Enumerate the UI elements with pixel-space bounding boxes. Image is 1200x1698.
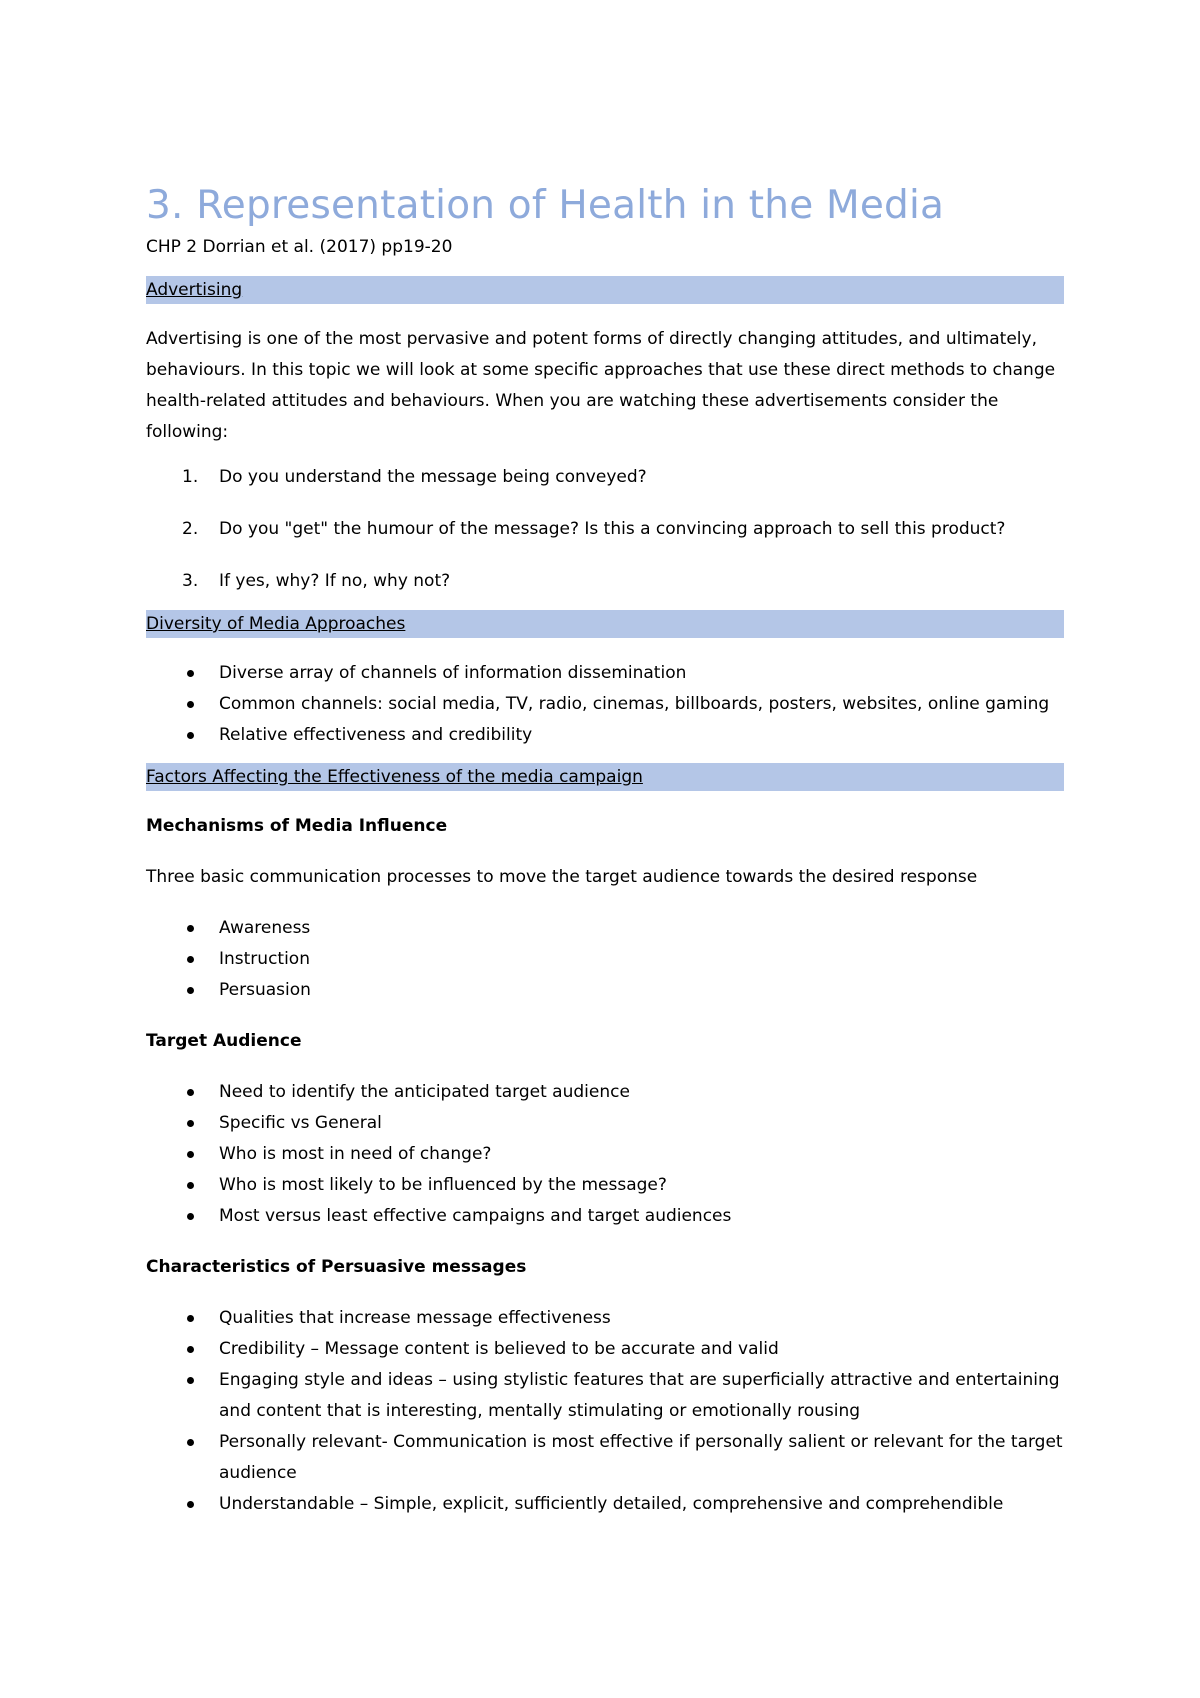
- list-item-text: Diverse array of channels of information dissemination: [219, 663, 687, 683]
- list-item-text: Understandable – Simple, explicit, sufficiently detailed, comprehensive and comprehendible: [219, 1494, 1004, 1514]
- bullet-icon: [187, 1120, 194, 1127]
- document-content: [146, 178, 1064, 1520]
- characteristics-heading: Characteristics of Persuasive messages: [146, 1257, 527, 1277]
- list-item: [146, 1303, 1064, 1334]
- list-item: [146, 975, 1064, 1006]
- list-item-text: Personally relevant- Communication is most effective if personally salient or relevant for the target audience: [219, 1432, 1063, 1483]
- page-subtitle: CHP 2 Dorrian et al. (2017) pp19-20: [146, 237, 453, 257]
- section-heading-text: Factors Affecting the Effectiveness of the media campaign: [146, 767, 643, 787]
- section-heading-text: Advertising: [146, 280, 243, 300]
- list-item: [146, 1077, 1064, 1108]
- list-item: [146, 1201, 1064, 1232]
- mechanisms-heading: Mechanisms of Media Influence: [146, 816, 448, 836]
- bullet-icon: [187, 1439, 194, 1446]
- audience-heading: Target Audience: [146, 1031, 302, 1051]
- section-heading-advertising: [146, 276, 1064, 304]
- list-item: [146, 1365, 1064, 1427]
- list-item: [146, 566, 1064, 597]
- list-item: [146, 913, 1064, 944]
- bullet-icon: [187, 670, 194, 677]
- bullet-icon: [187, 987, 194, 994]
- section-heading-text: Diversity of Media Approaches: [146, 614, 406, 634]
- list-number: 3.: [182, 571, 199, 591]
- list-item-text: Do you "get" the humour of the message? Is this a convincing approach to sell this product?: [219, 519, 1006, 539]
- list-item: [146, 1139, 1064, 1170]
- list-number: 2.: [182, 519, 199, 539]
- list-item-text: Engaging style and ideas – using stylistic features that are superficially attractive and entertaining and content that is interesting, mentally stimulating or emotionally rousing: [219, 1370, 1060, 1421]
- list-item: [146, 944, 1064, 975]
- advertising-paragraph: Advertising is one of the most pervasive and potent forms of directly changing attitudes, and ultimately, behaviours. In this topic we will look at some specific approaches that use these direct methods to change health-related attitudes and behaviours. When you are watching these advertisements consider the following:: [146, 329, 1056, 442]
- bullet-icon: [187, 1182, 194, 1189]
- mechanisms-bullets: [146, 913, 1064, 1006]
- page-title: 3. Representation of Health in the Media: [146, 183, 945, 228]
- bullet-icon: [187, 701, 194, 708]
- list-item: [146, 1334, 1064, 1365]
- list-item-text: Qualities that increase message effectiveness: [219, 1308, 611, 1328]
- list-item: [146, 689, 1064, 720]
- list-item-text: Do you understand the message being conveyed?: [219, 467, 647, 487]
- list-item-text: Need to identify the anticipated target audience: [219, 1082, 630, 1102]
- list-item: [146, 1489, 1064, 1520]
- list-item-text: Instruction: [219, 949, 310, 969]
- list-item-text: Relative effectiveness and credibility: [219, 725, 533, 745]
- list-item-text: If yes, why? If no, why not?: [219, 571, 451, 591]
- advertising-questions: [146, 462, 1064, 597]
- mechanisms-text: Three basic communication processes to move the target audience towards the desired response: [146, 867, 978, 887]
- list-item: [146, 658, 1064, 689]
- bullet-icon: [187, 925, 194, 932]
- section-heading-factors: [146, 763, 1064, 791]
- characteristics-bullets: [146, 1303, 1064, 1520]
- list-item-text: Who is most in need of change?: [219, 1144, 492, 1164]
- list-item-text: Common channels: social media, TV, radio, cinemas, billboards, posters, websites, online gaming: [219, 694, 1050, 714]
- bullet-icon: [187, 1501, 194, 1508]
- audience-bullets: [146, 1077, 1064, 1232]
- bullet-icon: [187, 1151, 194, 1158]
- list-item: [146, 1108, 1064, 1139]
- list-item-text: Who is most likely to be influenced by the message?: [219, 1175, 667, 1195]
- diversity-bullets: [146, 658, 1064, 751]
- list-item: [146, 514, 1064, 545]
- bullet-icon: [187, 1315, 194, 1322]
- list-item-text: Specific vs General: [219, 1113, 382, 1133]
- list-number: 1.: [182, 467, 199, 487]
- bullet-icon: [187, 956, 194, 963]
- list-item-text: Persuasion: [219, 980, 311, 1000]
- bullet-icon: [187, 1089, 194, 1096]
- section-heading-diversity: [146, 610, 1064, 638]
- bullet-icon: [187, 1346, 194, 1353]
- list-item-text: Most versus least effective campaigns and target audiences: [219, 1206, 732, 1226]
- list-item: [146, 1427, 1064, 1489]
- list-item: [146, 720, 1064, 751]
- bullet-icon: [187, 1213, 194, 1220]
- list-item-text: Credibility – Message content is believed to be accurate and valid: [219, 1339, 779, 1359]
- list-item: [146, 1170, 1064, 1201]
- list-item: [146, 462, 1064, 493]
- bullet-icon: [187, 732, 194, 739]
- list-item-text: Awareness: [219, 918, 311, 938]
- bullet-icon: [187, 1377, 194, 1384]
